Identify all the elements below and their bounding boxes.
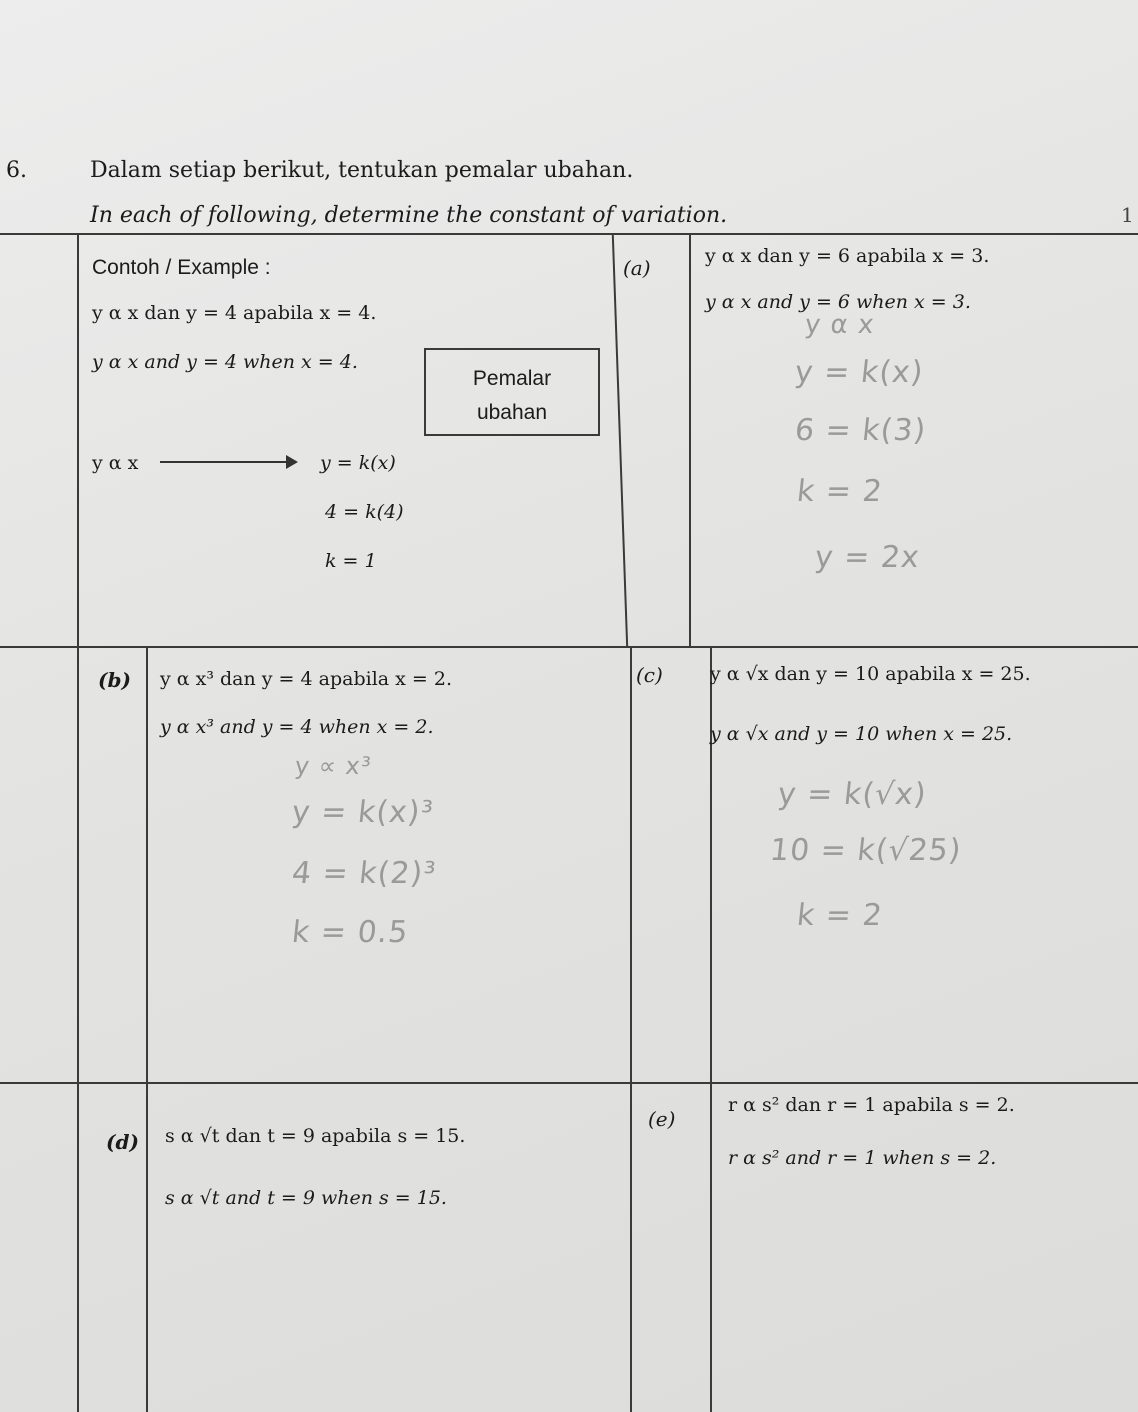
part-a-answer-1: y α x xyxy=(803,310,877,340)
part-c-answer-3: k = 2 xyxy=(795,898,885,933)
constant-box xyxy=(424,348,600,436)
table-row-divider-1 xyxy=(0,646,1138,648)
part-c-label: (c) xyxy=(636,663,663,687)
example-step-from: y α x xyxy=(92,452,139,474)
table-row-divider-2 xyxy=(0,1082,1138,1084)
part-e-line-en: r α s² and r = 1 when s = 2. xyxy=(728,1147,997,1169)
label-divider-c xyxy=(710,648,712,1412)
part-c-answer-1: y = k(√x) xyxy=(776,777,929,812)
example-line-en: y α x and y = 4 when x = 4. xyxy=(92,351,358,373)
part-b-line-en: y α x³ and y = 4 when x = 2. xyxy=(160,716,434,738)
label-divider-a xyxy=(689,234,691,648)
col-divider-row1 xyxy=(612,234,628,648)
part-d-line-ms: s α √t dan t = 9 apabila s = 15. xyxy=(165,1125,466,1147)
constant-box-line1: Pemalar xyxy=(472,367,552,390)
part-e-line-ms: r α s² dan r = 1 apabila s = 2. xyxy=(728,1094,1015,1116)
label-divider-b xyxy=(146,648,148,1412)
part-b-answer-3: 4 = k(2)³ xyxy=(290,856,439,891)
part-d-line-en: s α √t and t = 9 when s = 15. xyxy=(165,1187,447,1209)
part-a-answer-3: 6 = k(3) xyxy=(793,413,929,448)
part-a-label: (a) xyxy=(623,256,651,280)
part-c-answer-2: 10 = k(√25) xyxy=(768,833,964,868)
example-step-2: 4 = k(4) xyxy=(325,501,404,523)
part-b-answer-4: k = 0.5 xyxy=(290,915,411,950)
constant-box-line2: ubahan xyxy=(476,401,548,424)
question-number: 6. xyxy=(6,158,27,183)
col-divider-row2 xyxy=(630,648,632,1412)
part-b-answer-1: y ∝ x³ xyxy=(293,752,373,780)
example-line-ms: y α x dan y = 4 apabila x = 4. xyxy=(92,302,377,324)
part-e-label: (e) xyxy=(648,1107,676,1131)
part-a-answer-4: k = 2 xyxy=(795,474,885,509)
part-a-answer-5: y = 2x xyxy=(813,540,922,575)
example-step-3: k = 1 xyxy=(325,550,377,572)
arrow-right-icon xyxy=(286,455,298,469)
question-title-ms: Dalam setiap berikut, tentukan pemalar ubahan. xyxy=(90,158,634,183)
left-margin-line xyxy=(77,234,79,1412)
part-a-line-ms: y α x dan y = 6 apabila x = 3. xyxy=(705,245,990,267)
corner-mark: 1 xyxy=(1121,203,1134,227)
part-a-line-en: y α x and y = 6 when x = 3. xyxy=(705,291,971,313)
arrow-line xyxy=(160,461,288,463)
part-c-line-en: y α √x and y = 10 when x = 25. xyxy=(710,723,1013,745)
part-b-line-ms: y α x³ dan y = 4 apabila x = 2. xyxy=(160,668,452,690)
question-title-en: In each of following, determine the constant of variation. xyxy=(90,203,728,228)
example-header: Contoh / Example : xyxy=(92,256,271,279)
part-a-answer-2: y = k(x) xyxy=(793,355,926,390)
part-b-answer-2: y = k(x)³ xyxy=(290,795,436,830)
part-b-label: (b) xyxy=(98,668,131,692)
table-top-border xyxy=(0,233,1138,235)
part-c-line-ms: y α √x dan y = 10 apabila x = 25. xyxy=(710,663,1031,685)
example-step-1: y = k(x) xyxy=(320,452,396,474)
part-d-label: (d) xyxy=(106,1130,139,1154)
